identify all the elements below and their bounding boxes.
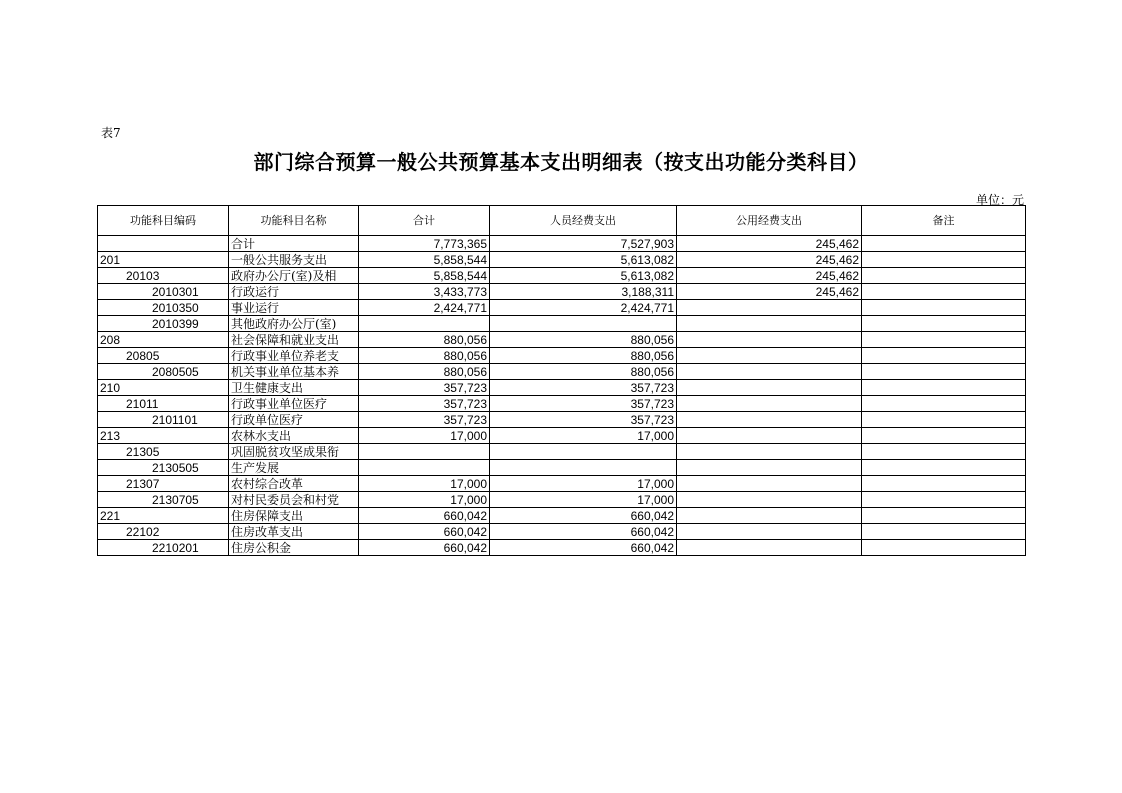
table-row xyxy=(98,364,1026,380)
cell-function-name: 一般公共服务支出 xyxy=(229,252,359,268)
cell-total: 357,723 xyxy=(359,412,490,428)
cell-note xyxy=(862,300,1026,316)
cell-function-code: 221 xyxy=(98,508,229,524)
cell-note xyxy=(862,332,1026,348)
cell-public-expense: 245,462 xyxy=(677,284,862,300)
cell-personnel-expense: 660,042 xyxy=(490,524,677,540)
cell-note xyxy=(862,380,1026,396)
table-row xyxy=(98,476,1026,492)
cell-public-expense xyxy=(677,460,862,476)
cell-function-code: 201 xyxy=(98,252,229,268)
cell-total: 660,042 xyxy=(359,524,490,540)
cell-personnel-expense: 5,613,082 xyxy=(490,252,677,268)
cell-public-expense xyxy=(677,508,862,524)
cell-personnel-expense: 17,000 xyxy=(490,476,677,492)
cell-function-name: 社会保障和就业支出 xyxy=(229,332,359,348)
cell-note xyxy=(862,524,1026,540)
cell-public-expense: 245,462 xyxy=(677,252,862,268)
cell-personnel-expense: 880,056 xyxy=(490,364,677,380)
header-total: 合计 xyxy=(359,206,490,236)
cell-function-name: 行政事业单位养老支 xyxy=(229,348,359,364)
cell-note xyxy=(862,508,1026,524)
cell-function-code: 2010350 xyxy=(98,300,229,316)
cell-personnel-expense: 3,188,311 xyxy=(490,284,677,300)
cell-total: 660,042 xyxy=(359,540,490,556)
cell-total: 2,424,771 xyxy=(359,300,490,316)
cell-total: 5,858,544 xyxy=(359,252,490,268)
cell-personnel-expense xyxy=(490,444,677,460)
cell-personnel-expense: 2,424,771 xyxy=(490,300,677,316)
cell-function-code: 2130705 xyxy=(98,492,229,508)
cell-public-expense: 245,462 xyxy=(677,268,862,284)
cell-public-expense xyxy=(677,540,862,556)
cell-public-expense xyxy=(677,396,862,412)
cell-function-code: 2210201 xyxy=(98,540,229,556)
cell-public-expense xyxy=(677,476,862,492)
cell-function-code: 208 xyxy=(98,332,229,348)
cell-function-code: 213 xyxy=(98,428,229,444)
table-row xyxy=(98,508,1026,524)
cell-public-expense xyxy=(677,364,862,380)
table-row xyxy=(98,412,1026,428)
table-row xyxy=(98,252,1026,268)
cell-total: 5,858,544 xyxy=(359,268,490,284)
cell-note xyxy=(862,540,1026,556)
cell-public-expense xyxy=(677,492,862,508)
cell-personnel-expense xyxy=(490,460,677,476)
header-function-name: 功能科目名称 xyxy=(229,206,359,236)
cell-function-code: 20103 xyxy=(98,268,229,284)
cell-total xyxy=(359,460,490,476)
cell-function-name: 行政运行 xyxy=(229,284,359,300)
cell-function-code: 2010399 xyxy=(98,316,229,332)
table-header-row xyxy=(98,206,1026,236)
cell-function-code xyxy=(98,236,229,252)
cell-total: 880,056 xyxy=(359,348,490,364)
cell-total: 880,056 xyxy=(359,364,490,380)
cell-public-expense xyxy=(677,444,862,460)
cell-note xyxy=(862,268,1026,284)
table-row xyxy=(98,284,1026,300)
cell-function-name: 农村综合改革 xyxy=(229,476,359,492)
cell-function-name: 住房改革支出 xyxy=(229,524,359,540)
cell-function-name: 事业运行 xyxy=(229,300,359,316)
cell-note xyxy=(862,236,1026,252)
cell-public-expense xyxy=(677,316,862,332)
cell-total: 7,773,365 xyxy=(359,236,490,252)
cell-total: 357,723 xyxy=(359,380,490,396)
cell-public-expense xyxy=(677,348,862,364)
cell-function-name: 巩固脱贫攻坚成果衔 xyxy=(229,444,359,460)
table-row xyxy=(98,348,1026,364)
cell-total: 17,000 xyxy=(359,492,490,508)
table-row xyxy=(98,524,1026,540)
cell-function-code: 2010301 xyxy=(98,284,229,300)
table-row xyxy=(98,268,1026,284)
cell-function-name: 政府办公厅(室)及相 xyxy=(229,268,359,284)
cell-function-name: 住房保障支出 xyxy=(229,508,359,524)
table-row xyxy=(98,396,1026,412)
cell-function-code: 20805 xyxy=(98,348,229,364)
cell-note xyxy=(862,348,1026,364)
cell-note xyxy=(862,252,1026,268)
budget-table xyxy=(97,205,1026,556)
cell-personnel-expense: 660,042 xyxy=(490,540,677,556)
cell-personnel-expense: 357,723 xyxy=(490,412,677,428)
table-row xyxy=(98,492,1026,508)
unit-label: 单位：元 xyxy=(975,193,1024,207)
cell-function-code: 21011 xyxy=(98,396,229,412)
table-row xyxy=(98,236,1026,252)
cell-total xyxy=(359,444,490,460)
cell-note xyxy=(862,364,1026,380)
cell-note xyxy=(862,412,1026,428)
cell-personnel-expense: 5,613,082 xyxy=(490,268,677,284)
cell-function-name: 农林水支出 xyxy=(229,428,359,444)
cell-note xyxy=(862,460,1026,476)
cell-function-code: 21305 xyxy=(98,444,229,460)
cell-note xyxy=(862,316,1026,332)
table-number-label: 表7 xyxy=(101,126,121,140)
cell-function-code: 2101101 xyxy=(98,412,229,428)
table-row xyxy=(98,444,1026,460)
cell-total: 17,000 xyxy=(359,428,490,444)
cell-public-expense xyxy=(677,428,862,444)
cell-function-code: 2130505 xyxy=(98,460,229,476)
cell-personnel-expense: 357,723 xyxy=(490,396,677,412)
cell-total: 3,433,773 xyxy=(359,284,490,300)
table-row xyxy=(98,316,1026,332)
cell-function-code: 22102 xyxy=(98,524,229,540)
cell-total: 660,042 xyxy=(359,508,490,524)
cell-function-code: 2080505 xyxy=(98,364,229,380)
table-row xyxy=(98,380,1026,396)
cell-note xyxy=(862,396,1026,412)
table-row xyxy=(98,460,1026,476)
cell-public-expense xyxy=(677,380,862,396)
cell-total: 17,000 xyxy=(359,476,490,492)
cell-function-name: 行政事业单位医疗 xyxy=(229,396,359,412)
cell-total: 880,056 xyxy=(359,332,490,348)
cell-total: 357,723 xyxy=(359,396,490,412)
cell-function-name: 合计 xyxy=(229,236,359,252)
cell-public-expense xyxy=(677,524,862,540)
cell-function-name: 机关事业单位基本养 xyxy=(229,364,359,380)
cell-personnel-expense: 17,000 xyxy=(490,492,677,508)
table-row xyxy=(98,300,1026,316)
header-public-expense: 公用经费支出 xyxy=(677,206,862,236)
cell-personnel-expense: 7,527,903 xyxy=(490,236,677,252)
cell-personnel-expense: 880,056 xyxy=(490,332,677,348)
cell-personnel-expense: 880,056 xyxy=(490,348,677,364)
cell-personnel-expense: 17,000 xyxy=(490,428,677,444)
cell-note xyxy=(862,284,1026,300)
cell-function-name: 住房公积金 xyxy=(229,540,359,556)
cell-note xyxy=(862,444,1026,460)
cell-personnel-expense: 357,723 xyxy=(490,380,677,396)
table-row xyxy=(98,428,1026,444)
cell-function-name: 行政单位医疗 xyxy=(229,412,359,428)
cell-function-code: 21307 xyxy=(98,476,229,492)
table-row xyxy=(98,540,1026,556)
cell-function-name: 对村民委员会和村党 xyxy=(229,492,359,508)
cell-public-expense xyxy=(677,332,862,348)
cell-note xyxy=(862,492,1026,508)
cell-public-expense xyxy=(677,300,862,316)
header-personnel-expense: 人员经费支出 xyxy=(490,206,677,236)
cell-function-name: 其他政府办公厅(室) xyxy=(229,316,359,332)
cell-total xyxy=(359,316,490,332)
table-body xyxy=(98,236,1026,556)
cell-personnel-expense xyxy=(490,316,677,332)
table-row xyxy=(98,332,1026,348)
header-note: 备注 xyxy=(862,206,1026,236)
page-title: 部门综合预算一般公共预算基本支出明细表（按支出功能分类科目） xyxy=(253,150,869,174)
cell-function-code: 210 xyxy=(98,380,229,396)
cell-public-expense xyxy=(677,412,862,428)
cell-note xyxy=(862,476,1026,492)
cell-note xyxy=(862,428,1026,444)
cell-function-name: 生产发展 xyxy=(229,460,359,476)
cell-function-name: 卫生健康支出 xyxy=(229,380,359,396)
header-function-code: 功能科目编码 xyxy=(98,206,229,236)
cell-personnel-expense: 660,042 xyxy=(490,508,677,524)
cell-public-expense: 245,462 xyxy=(677,236,862,252)
